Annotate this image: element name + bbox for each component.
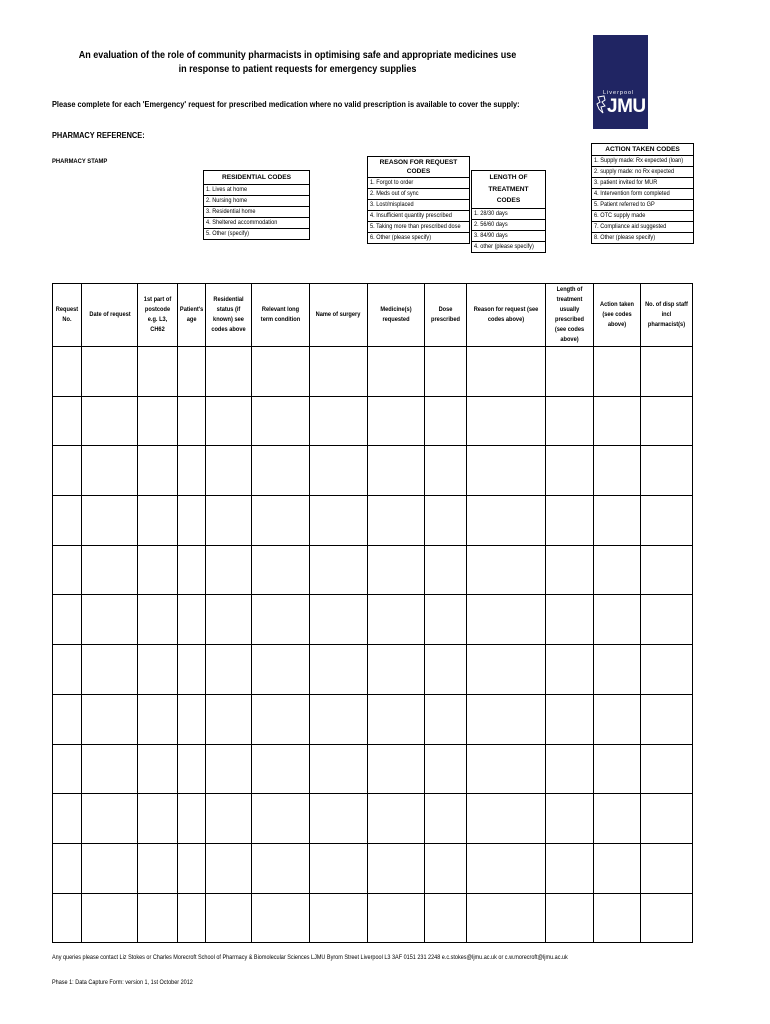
column-header: Residential status (if known) see codes above bbox=[206, 284, 252, 347]
table-cell[interactable] bbox=[467, 545, 546, 595]
action-code-item: 2. supply made: no Rx expected bbox=[592, 166, 693, 177]
column-header: Reason for request (see codes above) bbox=[467, 284, 546, 347]
table-cell[interactable] bbox=[53, 347, 82, 397]
ljmu-logo bbox=[593, 35, 648, 129]
action-code-item: 3. patient invited for MUR bbox=[592, 177, 693, 188]
table-cell[interactable] bbox=[368, 496, 425, 546]
table-cell[interactable] bbox=[310, 446, 368, 496]
action-codes-heading: ACTION TAKEN CODES bbox=[605, 146, 680, 153]
table-cell[interactable] bbox=[138, 545, 178, 595]
table-cell[interactable] bbox=[594, 744, 641, 794]
table-cell[interactable] bbox=[252, 446, 310, 496]
table-cell[interactable] bbox=[368, 396, 425, 446]
table-cell[interactable] bbox=[53, 794, 82, 844]
table-cell[interactable] bbox=[310, 694, 368, 744]
table-cell[interactable] bbox=[641, 347, 693, 397]
table-cell[interactable] bbox=[206, 893, 252, 943]
residential-codes-box bbox=[203, 170, 310, 240]
table-cell[interactable] bbox=[546, 893, 594, 943]
reason-code-item: 2. Meds out of sync bbox=[368, 188, 469, 199]
table-cell[interactable] bbox=[206, 645, 252, 695]
table-cell[interactable] bbox=[252, 794, 310, 844]
table-cell[interactable] bbox=[641, 446, 693, 496]
table-cell[interactable] bbox=[425, 446, 467, 496]
column-header: 1st part of postcode e.g. L3, CH62 bbox=[138, 284, 178, 347]
table-cell[interactable] bbox=[368, 744, 425, 794]
table-cell[interactable] bbox=[206, 595, 252, 645]
table-cell[interactable] bbox=[546, 545, 594, 595]
table-cell[interactable] bbox=[368, 347, 425, 397]
reason-code-item: 6. Other (please specify) bbox=[368, 232, 469, 243]
residential-code-item: 3. Residential home bbox=[204, 206, 309, 217]
table-row bbox=[53, 446, 693, 496]
pharmacy-reference-label: PHARMACY REFERENCE: bbox=[52, 130, 145, 140]
table-cell[interactable] bbox=[310, 645, 368, 695]
table-cell[interactable] bbox=[641, 496, 693, 546]
table-cell[interactable] bbox=[467, 595, 546, 645]
table-cell[interactable] bbox=[252, 595, 310, 645]
reason-code-item: 4. Insufficient quantity prescribed bbox=[368, 210, 469, 221]
table-cell[interactable] bbox=[53, 645, 82, 695]
action-code-item: 4. Intervention form completed bbox=[592, 188, 693, 199]
column-header: No. of disp staff incl pharmacist(s) bbox=[641, 284, 693, 347]
table-cell[interactable] bbox=[467, 794, 546, 844]
table-cell[interactable] bbox=[368, 645, 425, 695]
length-codes-heading: LENGTH OF TREATMENT CODES bbox=[488, 174, 529, 204]
table-cell[interactable] bbox=[82, 545, 138, 595]
table-cell[interactable] bbox=[310, 595, 368, 645]
table-cell[interactable] bbox=[178, 694, 206, 744]
table-cell[interactable] bbox=[138, 744, 178, 794]
logo-small-text: Liverpool bbox=[603, 90, 635, 96]
liverbird-icon bbox=[596, 95, 607, 115]
table-cell[interactable] bbox=[594, 843, 641, 893]
table-cell[interactable] bbox=[206, 843, 252, 893]
table-cell[interactable] bbox=[206, 794, 252, 844]
table-cell[interactable] bbox=[252, 694, 310, 744]
table-cell[interactable] bbox=[310, 545, 368, 595]
table-cell[interactable] bbox=[178, 794, 206, 844]
table-cell[interactable] bbox=[53, 396, 82, 446]
table-header-row bbox=[53, 284, 693, 347]
table-row bbox=[53, 396, 693, 446]
table-cell[interactable] bbox=[594, 496, 641, 546]
table-cell[interactable] bbox=[82, 496, 138, 546]
table-row bbox=[53, 496, 693, 546]
table-cell[interactable] bbox=[252, 645, 310, 695]
table-cell[interactable] bbox=[594, 396, 641, 446]
table-cell[interactable] bbox=[82, 694, 138, 744]
action-code-item: 6. OTC supply made bbox=[592, 210, 693, 221]
table-cell[interactable] bbox=[425, 893, 467, 943]
data-capture-table bbox=[52, 283, 693, 943]
table-cell[interactable] bbox=[178, 446, 206, 496]
table-cell[interactable] bbox=[594, 645, 641, 695]
table-cell[interactable] bbox=[178, 893, 206, 943]
table-cell[interactable] bbox=[467, 446, 546, 496]
table-cell[interactable] bbox=[138, 496, 178, 546]
form-title: An evaluation of the role of community pharmacists in optimising safe and appropriate medicines use in response to patient requests for emergency supplies bbox=[78, 49, 517, 75]
table-cell[interactable] bbox=[206, 396, 252, 446]
table-cell[interactable] bbox=[546, 347, 594, 397]
residential-code-item: 4. Sheltered accommodation bbox=[204, 217, 309, 228]
table-row bbox=[53, 794, 693, 844]
table-cell[interactable] bbox=[594, 446, 641, 496]
table-cell[interactable] bbox=[138, 645, 178, 695]
table-cell[interactable] bbox=[368, 694, 425, 744]
action-code-item: 7. Compliance aid suggested bbox=[592, 221, 693, 232]
table-cell[interactable] bbox=[425, 843, 467, 893]
column-header: Medicine(s) requested bbox=[368, 284, 425, 347]
table-row bbox=[53, 694, 693, 744]
table-cell[interactable] bbox=[467, 347, 546, 397]
column-header: Request No. bbox=[53, 284, 82, 347]
table-cell[interactable] bbox=[467, 893, 546, 943]
table-cell[interactable] bbox=[641, 794, 693, 844]
table-cell[interactable] bbox=[467, 396, 546, 446]
table-cell[interactable] bbox=[425, 744, 467, 794]
table-cell[interactable] bbox=[467, 744, 546, 794]
table-cell[interactable] bbox=[310, 396, 368, 446]
instructions-text: Please complete for each 'Emergency' request for prescribed medication where no valid prescription is available to cover the supply: bbox=[52, 99, 520, 109]
table-cell[interactable] bbox=[310, 347, 368, 397]
table-cell[interactable] bbox=[546, 694, 594, 744]
table-cell[interactable] bbox=[82, 893, 138, 943]
table-cell[interactable] bbox=[53, 843, 82, 893]
table-cell[interactable] bbox=[138, 694, 178, 744]
table-cell[interactable] bbox=[82, 595, 138, 645]
table-cell[interactable] bbox=[467, 843, 546, 893]
table-cell[interactable] bbox=[425, 595, 467, 645]
length-code-item: 4. other (please specify) bbox=[472, 241, 545, 252]
table-cell[interactable] bbox=[425, 496, 467, 546]
table-cell[interactable] bbox=[368, 794, 425, 844]
table-cell[interactable] bbox=[252, 744, 310, 794]
table-cell[interactable] bbox=[594, 794, 641, 844]
length-code-item: 1. 28/30 days bbox=[472, 208, 545, 219]
table-cell[interactable] bbox=[53, 496, 82, 546]
table-cell[interactable] bbox=[178, 645, 206, 695]
residential-code-item: 1. Lives at home bbox=[204, 184, 309, 195]
table-cell[interactable] bbox=[310, 744, 368, 794]
table-cell[interactable] bbox=[138, 794, 178, 844]
table-cell[interactable] bbox=[641, 744, 693, 794]
table-cell[interactable] bbox=[641, 893, 693, 943]
length-codes-box bbox=[471, 170, 546, 253]
table-cell[interactable] bbox=[546, 744, 594, 794]
table-cell[interactable] bbox=[53, 744, 82, 794]
table-cell[interactable] bbox=[82, 446, 138, 496]
table-cell[interactable] bbox=[425, 396, 467, 446]
table-cell[interactable] bbox=[310, 496, 368, 546]
table-cell[interactable] bbox=[178, 347, 206, 397]
table-cell[interactable] bbox=[641, 396, 693, 446]
reason-code-item: 5. Taking more than prescribed dose bbox=[368, 221, 469, 232]
table-cell[interactable] bbox=[252, 396, 310, 446]
action-codes-box bbox=[591, 143, 694, 244]
table-cell[interactable] bbox=[206, 694, 252, 744]
table-cell[interactable] bbox=[138, 893, 178, 943]
table-cell[interactable] bbox=[206, 744, 252, 794]
table-cell[interactable] bbox=[252, 347, 310, 397]
table-cell[interactable] bbox=[467, 645, 546, 695]
table-cell[interactable] bbox=[82, 396, 138, 446]
table-cell[interactable] bbox=[641, 694, 693, 744]
reason-code-item: 3. Lost/misplaced bbox=[368, 199, 469, 210]
table-cell[interactable] bbox=[178, 496, 206, 546]
action-code-item: 5. Patient referred to GP bbox=[592, 199, 693, 210]
table-cell[interactable] bbox=[178, 595, 206, 645]
residential-code-item: 2. Nursing home bbox=[204, 195, 309, 206]
table-row bbox=[53, 347, 693, 397]
table-cell[interactable] bbox=[53, 893, 82, 943]
column-header: Relevant long term condition bbox=[252, 284, 310, 347]
table-cell[interactable] bbox=[138, 595, 178, 645]
table-cell[interactable] bbox=[206, 347, 252, 397]
version-text: Phase 1: Data Capture Form: version 1, 1st October 2012 bbox=[52, 979, 193, 986]
logo-big-text: JMU bbox=[607, 96, 646, 117]
table-cell[interactable] bbox=[546, 496, 594, 546]
table-cell[interactable] bbox=[594, 893, 641, 943]
table-cell[interactable] bbox=[425, 545, 467, 595]
table-cell[interactable] bbox=[82, 347, 138, 397]
table-cell[interactable] bbox=[178, 545, 206, 595]
table-cell[interactable] bbox=[594, 347, 641, 397]
reason-code-item: 1. Forgot to order bbox=[368, 177, 469, 188]
table-cell[interactable] bbox=[206, 446, 252, 496]
table-cell[interactable] bbox=[82, 843, 138, 893]
table-cell[interactable] bbox=[425, 347, 467, 397]
table-cell[interactable] bbox=[546, 396, 594, 446]
table-cell[interactable] bbox=[641, 595, 693, 645]
table-cell[interactable] bbox=[53, 595, 82, 645]
table-cell[interactable] bbox=[546, 645, 594, 695]
table-cell[interactable] bbox=[82, 794, 138, 844]
table-cell[interactable] bbox=[425, 694, 467, 744]
table-cell[interactable] bbox=[82, 645, 138, 695]
table-cell[interactable] bbox=[368, 595, 425, 645]
table-cell[interactable] bbox=[368, 843, 425, 893]
table-cell[interactable] bbox=[178, 843, 206, 893]
table-cell[interactable] bbox=[594, 545, 641, 595]
table-cell[interactable] bbox=[467, 496, 546, 546]
table-cell[interactable] bbox=[310, 893, 368, 943]
column-header: Dose prescribed bbox=[425, 284, 467, 347]
table-cell[interactable] bbox=[53, 446, 82, 496]
table-cell[interactable] bbox=[252, 843, 310, 893]
table-cell[interactable] bbox=[138, 843, 178, 893]
table-cell[interactable] bbox=[425, 645, 467, 695]
residential-codes-heading: RESIDENTIAL CODES bbox=[221, 174, 292, 181]
column-header: Length of treatment usually prescribed (see codes above) bbox=[546, 284, 594, 347]
table-cell[interactable] bbox=[138, 396, 178, 446]
table-row bbox=[53, 595, 693, 645]
column-header: Patient's age bbox=[178, 284, 206, 347]
table-cell[interactable] bbox=[546, 843, 594, 893]
contact-footer: Any queries please contact Liz Stokes or Charles Morecroft School of Pharmacy & Biomolecular Sciences LJMU Byrom Street Liverpool L3 3AF 0151 231 2248 e.c.stokes@ljmu.ac.uk or c.w.morecroft@ljmu.ac.uk bbox=[52, 954, 568, 961]
reason-codes-box bbox=[367, 156, 470, 244]
table-row bbox=[53, 843, 693, 893]
table-cell[interactable] bbox=[641, 545, 693, 595]
table-cell[interactable] bbox=[252, 496, 310, 546]
table-row bbox=[53, 744, 693, 794]
table-cell[interactable] bbox=[252, 893, 310, 943]
table-cell[interactable] bbox=[53, 545, 82, 595]
table-cell[interactable] bbox=[594, 595, 641, 645]
table-cell[interactable] bbox=[138, 446, 178, 496]
table-cell[interactable] bbox=[546, 595, 594, 645]
table-cell[interactable] bbox=[178, 396, 206, 446]
table-cell[interactable] bbox=[310, 794, 368, 844]
residential-code-item: 5. Other (specify) bbox=[204, 228, 309, 239]
length-code-item: 3. 84/90 days bbox=[472, 230, 545, 241]
table-cell[interactable] bbox=[368, 893, 425, 943]
table-cell[interactable] bbox=[546, 794, 594, 844]
table-row bbox=[53, 645, 693, 695]
table-cell[interactable] bbox=[82, 744, 138, 794]
table-cell[interactable] bbox=[206, 545, 252, 595]
table-cell[interactable] bbox=[310, 843, 368, 893]
length-code-item: 2. 56/60 days bbox=[472, 219, 545, 230]
column-header: Name of surgery bbox=[310, 284, 368, 347]
table-cell[interactable] bbox=[53, 694, 82, 744]
table-row bbox=[53, 893, 693, 943]
table-cell[interactable] bbox=[425, 794, 467, 844]
table-cell[interactable] bbox=[206, 496, 252, 546]
action-code-item: 8. Other (please specify) bbox=[592, 232, 693, 243]
table-cell[interactable] bbox=[467, 694, 546, 744]
table-cell[interactable] bbox=[368, 545, 425, 595]
action-code-item: 1. Supply made: Rx expected (loan) bbox=[592, 155, 693, 166]
table-cell[interactable] bbox=[178, 744, 206, 794]
table-cell[interactable] bbox=[546, 446, 594, 496]
table-cell[interactable] bbox=[594, 694, 641, 744]
column-header: Action taken (see codes above) bbox=[594, 284, 641, 347]
column-header: Date of request bbox=[82, 284, 138, 347]
table-cell[interactable] bbox=[641, 645, 693, 695]
table-cell[interactable] bbox=[368, 446, 425, 496]
reason-codes-heading: REASON FOR REQUEST CODES bbox=[379, 159, 458, 175]
table-cell[interactable] bbox=[641, 843, 693, 893]
table-cell[interactable] bbox=[252, 545, 310, 595]
table-cell[interactable] bbox=[138, 347, 178, 397]
table-row bbox=[53, 545, 693, 595]
pharmacy-stamp-label: PHARMACY STAMP bbox=[52, 158, 108, 165]
